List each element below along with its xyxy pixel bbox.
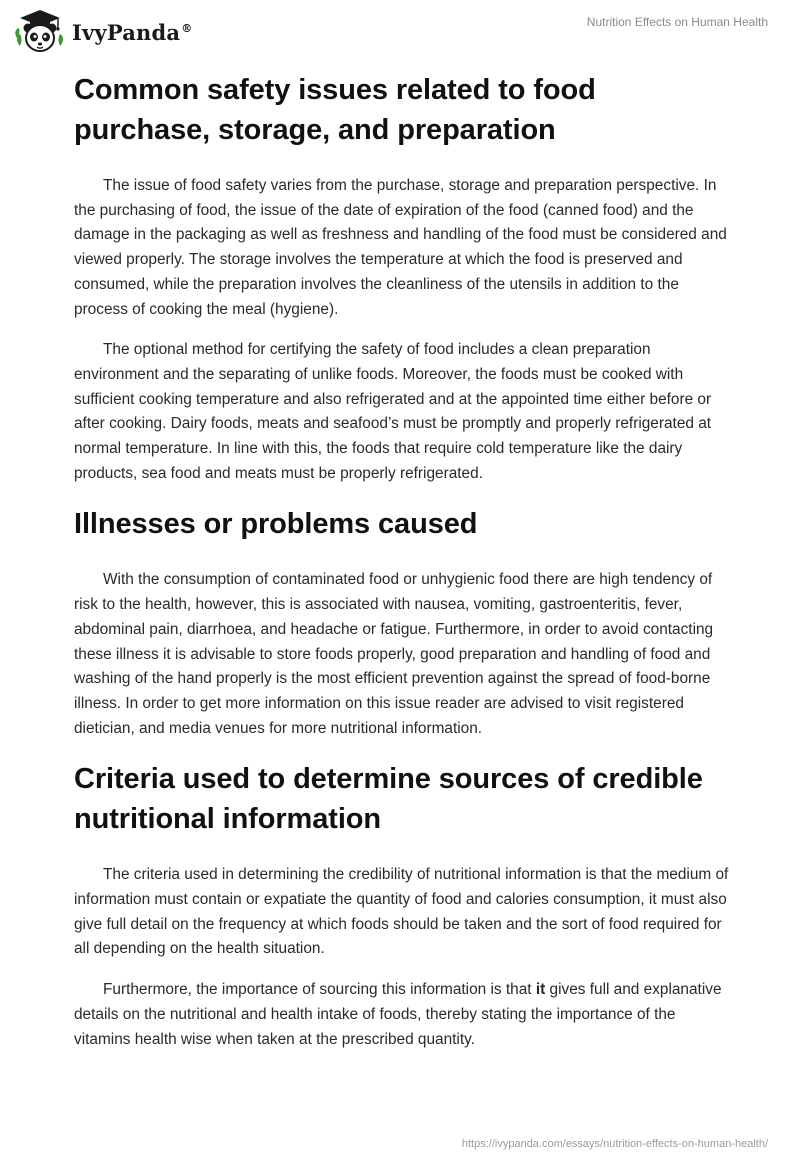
- paragraph: The optional method for certifying the safety of food includes a clean preparation environment and the separating of unlike foods. Moreover, the foods must be cooked with sufficient cooking temperature and also refrigerated and at the appointed time either before or after cooking. Dairy foods, meats and seafood’s must be promptly and properly refrigerated at normal temperature. In line with this, the foods that require cold temperature like the dairy products, sea food and meats must be properly refrigerated.: [74, 341, 712, 482]
- essay-content: [74, 70, 734, 1068]
- paragraph-with-bold: [74, 978, 734, 1052]
- registered-mark: ®: [181, 21, 193, 35]
- brand-name: IvyPanda®: [72, 19, 193, 45]
- source-url[interactable]: https://ivypanda.com/essays/nutrition-effects-on-human-health/: [461, 1138, 768, 1150]
- document-title: Nutrition Effects on Human Health: [586, 15, 768, 29]
- paragraph: The criteria used in determining the credibility of nutritional information is that the medium of information must contain or expatiate the quantity of food and calories consumption, it must also give full detail on the frequency at which foods should be taken and the sort of food required for all depending on the health situation.: [74, 866, 729, 958]
- text-run: Furthermore, the importance of sourcing this information is that: [103, 981, 536, 999]
- paragraph: With the consumption of contaminated food or unhygienic food there are high tendency of risk to the health, however, this is associated with nausea, vomiting, gastroenteritis, fever, abdominal pain, diarrhoea, and headache or fatigue. Furthermore, in order to avoid contacting these illness it is advisable to store foods properly, good preparation and handling of food and washing of the hand properly is the most efficient prevention against the spread of food-borne illness. In order to get more information on this issue reader are advised to visit registered dietician, and media venues for more nutritional information.: [74, 571, 714, 737]
- section-heading-criteria: Criteria used to determine sources of credible nutritional information: [74, 763, 703, 836]
- paragraph: The issue of food safety varies from the purchase, storage and preparation perspective. In the purchasing of food, the issue of the date of expiration of the food (canned food) and the damage in the packaging as well as freshness and handling of the food must be considered and viewed properly. The storage involves the temperature at which the food is preserved and consumed, while the preparation involves the cleanliness of the utensils in addition to the process of cooking the meal (hygiene).: [74, 177, 727, 318]
- section-heading-food-safety: Common safety issues related to food purchase, storage, and preparation: [74, 74, 596, 146]
- page-header: [0, 0, 800, 60]
- panda-logo-icon: [14, 8, 66, 56]
- text-run: gives full and explanative details on the nutritional and health intake of foods, thereby stating the importance of the vitamins health wise when taken at the prescribed quantity.: [74, 981, 722, 1048]
- brand-logo[interactable]: [14, 8, 192, 56]
- section-heading-illnesses: Illnesses or problems caused: [74, 508, 478, 541]
- bold-word: it: [535, 981, 546, 999]
